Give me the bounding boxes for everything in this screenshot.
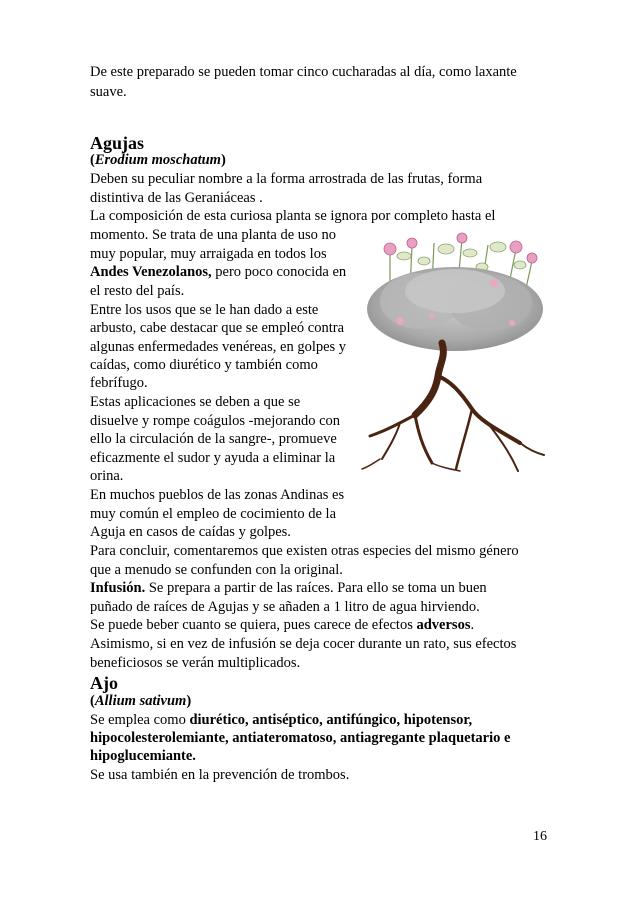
agujas-text-line: Estas aplicaciones se deben a que se	[90, 394, 301, 410]
ajo-text-line: hipoglucemiante.	[90, 748, 196, 764]
ajo-heading: Ajo	[90, 673, 118, 693]
agujas-text-line: arbusto, cabe destacar que se empleó contra	[90, 320, 345, 336]
intro-line-1: De este preparado se pueden tomar cinco cucharadas al día, como laxante	[90, 64, 517, 80]
agujas-text-line: momento. Se trata de una planta de uso no	[90, 227, 337, 243]
agujas-text-line: La composición de esta curiosa planta se ignora por completo hasta el	[90, 208, 496, 224]
agujas-text-line: ello la circulación de la sangre-, promueve	[90, 431, 337, 447]
agujas-text-line: En muchos pueblos de las zonas Andinas es	[90, 487, 345, 503]
agujas-text-line: muy popular, muy arraigada en todos los	[90, 246, 327, 262]
agujas-text-line: eficazmente el sudor y ayuda a eliminar la	[90, 450, 336, 466]
infusion-text-line: Se puede beber cuanto se quiera, pues carece de efectos adversos.	[90, 617, 475, 633]
agujas-text-line: Entre los usos que se le han dado a este	[90, 302, 319, 318]
page-number: 16	[533, 829, 547, 844]
infusion-text-line: Asimismo, si en vez de infusión se deja cocer durante un rato, sus efectos	[90, 636, 517, 652]
ajo-latin-name: (Allium sativum)	[90, 693, 192, 709]
bush-foliage	[367, 267, 543, 351]
roots	[362, 343, 544, 471]
agujas-text-line: Deben su peculiar nombre a la forma arrostrada de las frutas, forma	[90, 171, 483, 187]
agujas-text-line: que a menudo se confunden con la original.	[90, 562, 343, 578]
ajo-text-line: hipocolesterolemiante, antiateromatoso, antiagregante plaquetario e	[90, 730, 511, 746]
intro-line-2: suave.	[90, 84, 127, 100]
agujas-text-line: febrífugo.	[90, 375, 148, 391]
agujas-text-line: el resto del país.	[90, 283, 185, 299]
infusion-text-line: Infusión. Se prepara a partir de las raíces. Para ello se toma un buen	[90, 580, 487, 596]
agujas-text-line: Andes Venezolanos, pero poco conocida en	[90, 264, 347, 280]
agujas-text-line: distintiva de las Geraniáceas .	[90, 190, 263, 206]
infusion-text-line: puñado de raíces de Agujas y se añaden a 1 litro de agua hirviendo.	[90, 599, 480, 615]
ajo-text-line: Se usa también en la prevención de trombos.	[90, 767, 350, 783]
infusion-text-line: beneficiosos se verán multiplicados.	[90, 655, 301, 671]
agujas-latin-name: (Erodium moschatum)	[90, 152, 226, 168]
agujas-text-line: Para concluir, comentaremos que existen otras especies del mismo género	[90, 543, 519, 559]
plant-illustration	[360, 231, 545, 476]
agujas-text-line: orina.	[90, 468, 124, 484]
agujas-text-line: algunas enfermedades venéreas, en golpes y	[90, 339, 347, 355]
agujas-heading: Agujas	[90, 133, 145, 153]
agujas-text-line: caídas, como diurético y también como	[90, 357, 318, 373]
agujas-text-line: Aguja en casos de caídas y golpes.	[90, 524, 291, 540]
agujas-text-line: muy común el empleo de cocimiento de la	[90, 506, 337, 522]
agujas-text-line: disuelve y rompe coágulos -mejorando con	[90, 413, 341, 429]
ajo-text-line: Se emplea como diurético, antiséptico, antifúngico, hipotensor,	[90, 712, 473, 728]
